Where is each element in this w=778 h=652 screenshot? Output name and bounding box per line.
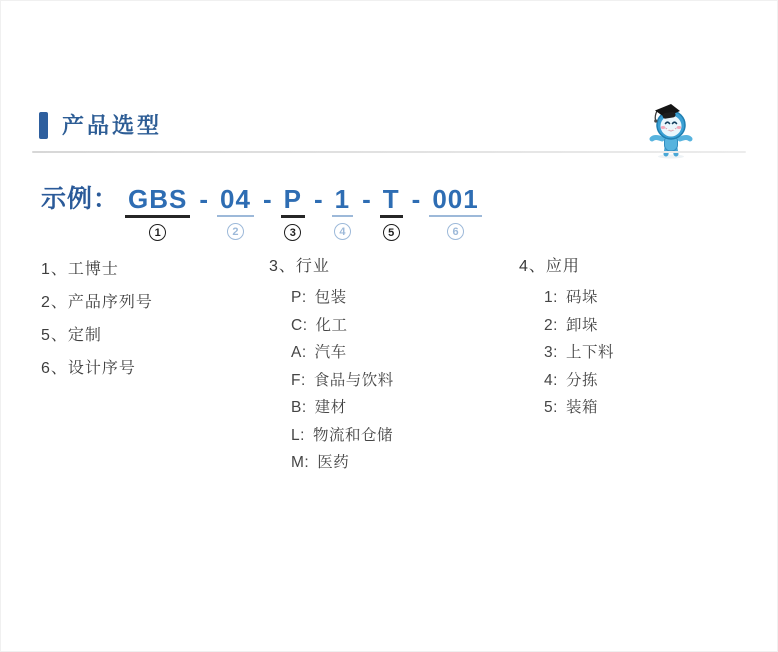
- application-label: 分拣: [565, 371, 598, 389]
- application-code: 5: [544, 399, 554, 416]
- code-segment-design: [429, 184, 481, 240]
- code-separator: -: [262, 184, 272, 214]
- colon: :: [553, 316, 558, 334]
- industry-code: B: [291, 399, 302, 416]
- application-label: 码垛: [565, 289, 598, 306]
- code-separator: -: [411, 184, 421, 214]
- industry-label: 建材: [314, 399, 347, 416]
- circled-number-3: 3: [284, 224, 301, 241]
- colon: :: [302, 316, 308, 334]
- colon: :: [553, 399, 558, 416]
- industry-label: 化工: [315, 316, 348, 334]
- application-code: 4: [544, 371, 554, 389]
- code-segment-industry: [281, 184, 305, 241]
- legend-industry-column: [269, 256, 394, 477]
- colon: :: [304, 454, 310, 471]
- industry-item: [291, 449, 394, 477]
- industry-code: F: [291, 371, 301, 389]
- colon: :: [553, 371, 558, 389]
- application-list: [544, 284, 614, 422]
- industry-item: [291, 312, 394, 340]
- colon: :: [300, 371, 306, 389]
- code-separator: -: [362, 184, 371, 214]
- colon: :: [301, 399, 307, 416]
- industry-code: C: [291, 316, 303, 334]
- industry-item: [291, 394, 394, 422]
- code-segment-text: 04: [217, 184, 254, 217]
- application-item: [544, 339, 614, 367]
- application-item: [544, 312, 614, 340]
- code-segment-brand: [125, 184, 190, 241]
- product-code-example: [41, 184, 482, 241]
- industry-code: L: [291, 426, 301, 444]
- application-label: 卸垛: [565, 316, 598, 334]
- application-item: [544, 394, 614, 422]
- industry-list: [291, 284, 394, 477]
- application-code: 3: [544, 344, 554, 361]
- legend-application-column: [519, 256, 614, 422]
- colon: :: [553, 344, 558, 361]
- industry-title: 3、行业: [269, 258, 330, 275]
- industry-label: 物流和仓储: [312, 426, 393, 444]
- industry-item: [291, 422, 394, 450]
- legend-left-column: [41, 253, 153, 385]
- header-divider: [32, 151, 746, 153]
- industry-label: 汽车: [314, 344, 347, 361]
- code-segment-text: 001: [429, 184, 481, 217]
- circled-number-6: 6: [447, 223, 464, 240]
- application-code: 1: [544, 289, 554, 306]
- colon: :: [301, 344, 307, 361]
- colon: :: [301, 289, 307, 306]
- code-segment-text: T: [380, 184, 403, 218]
- example-label: 示例：: [41, 185, 120, 213]
- circled-number-4: 4: [334, 223, 351, 240]
- legend-item-brand: 1、工博士: [41, 261, 119, 278]
- industry-code: M: [291, 454, 305, 471]
- industry-label: 包装: [314, 289, 347, 306]
- code-segment-text: GBS: [125, 184, 190, 218]
- industry-code: P: [291, 289, 302, 306]
- legend-item-custom: 5、定制: [41, 327, 102, 344]
- code-separator: -: [313, 184, 323, 214]
- industry-item: [291, 367, 394, 395]
- industry-label: 医药: [317, 454, 350, 471]
- code-segment-series: [217, 184, 254, 240]
- accent-bar: [39, 112, 48, 139]
- circled-number-2: 2: [227, 223, 244, 240]
- section-header: [39, 112, 162, 139]
- legend-item-series: 2、产品序列号: [41, 294, 153, 311]
- code-separator: -: [199, 184, 209, 214]
- industry-label: 食品与饮料: [313, 371, 394, 389]
- application-label: 装箱: [565, 399, 598, 416]
- application-item: [544, 367, 614, 395]
- legend-item-design: 6、设计序号: [41, 360, 136, 377]
- code-segment-text: 1: [332, 184, 353, 217]
- application-title: 4、应用: [519, 258, 580, 275]
- application-label: 上下料: [565, 344, 614, 361]
- circled-number-1: 1: [149, 224, 166, 241]
- circled-number-5: 5: [383, 224, 400, 241]
- code-segment-text: P: [281, 184, 305, 218]
- application-item: [544, 284, 614, 312]
- industry-code: A: [291, 344, 302, 361]
- industry-item: [291, 339, 394, 367]
- code-segment-custom: [380, 184, 403, 241]
- colon: :: [553, 289, 558, 306]
- colon: :: [300, 426, 305, 444]
- page-title: 产品选型: [62, 113, 163, 138]
- industry-item: [291, 284, 394, 312]
- application-code: 2: [544, 316, 554, 334]
- code-segment-application: [332, 184, 353, 240]
